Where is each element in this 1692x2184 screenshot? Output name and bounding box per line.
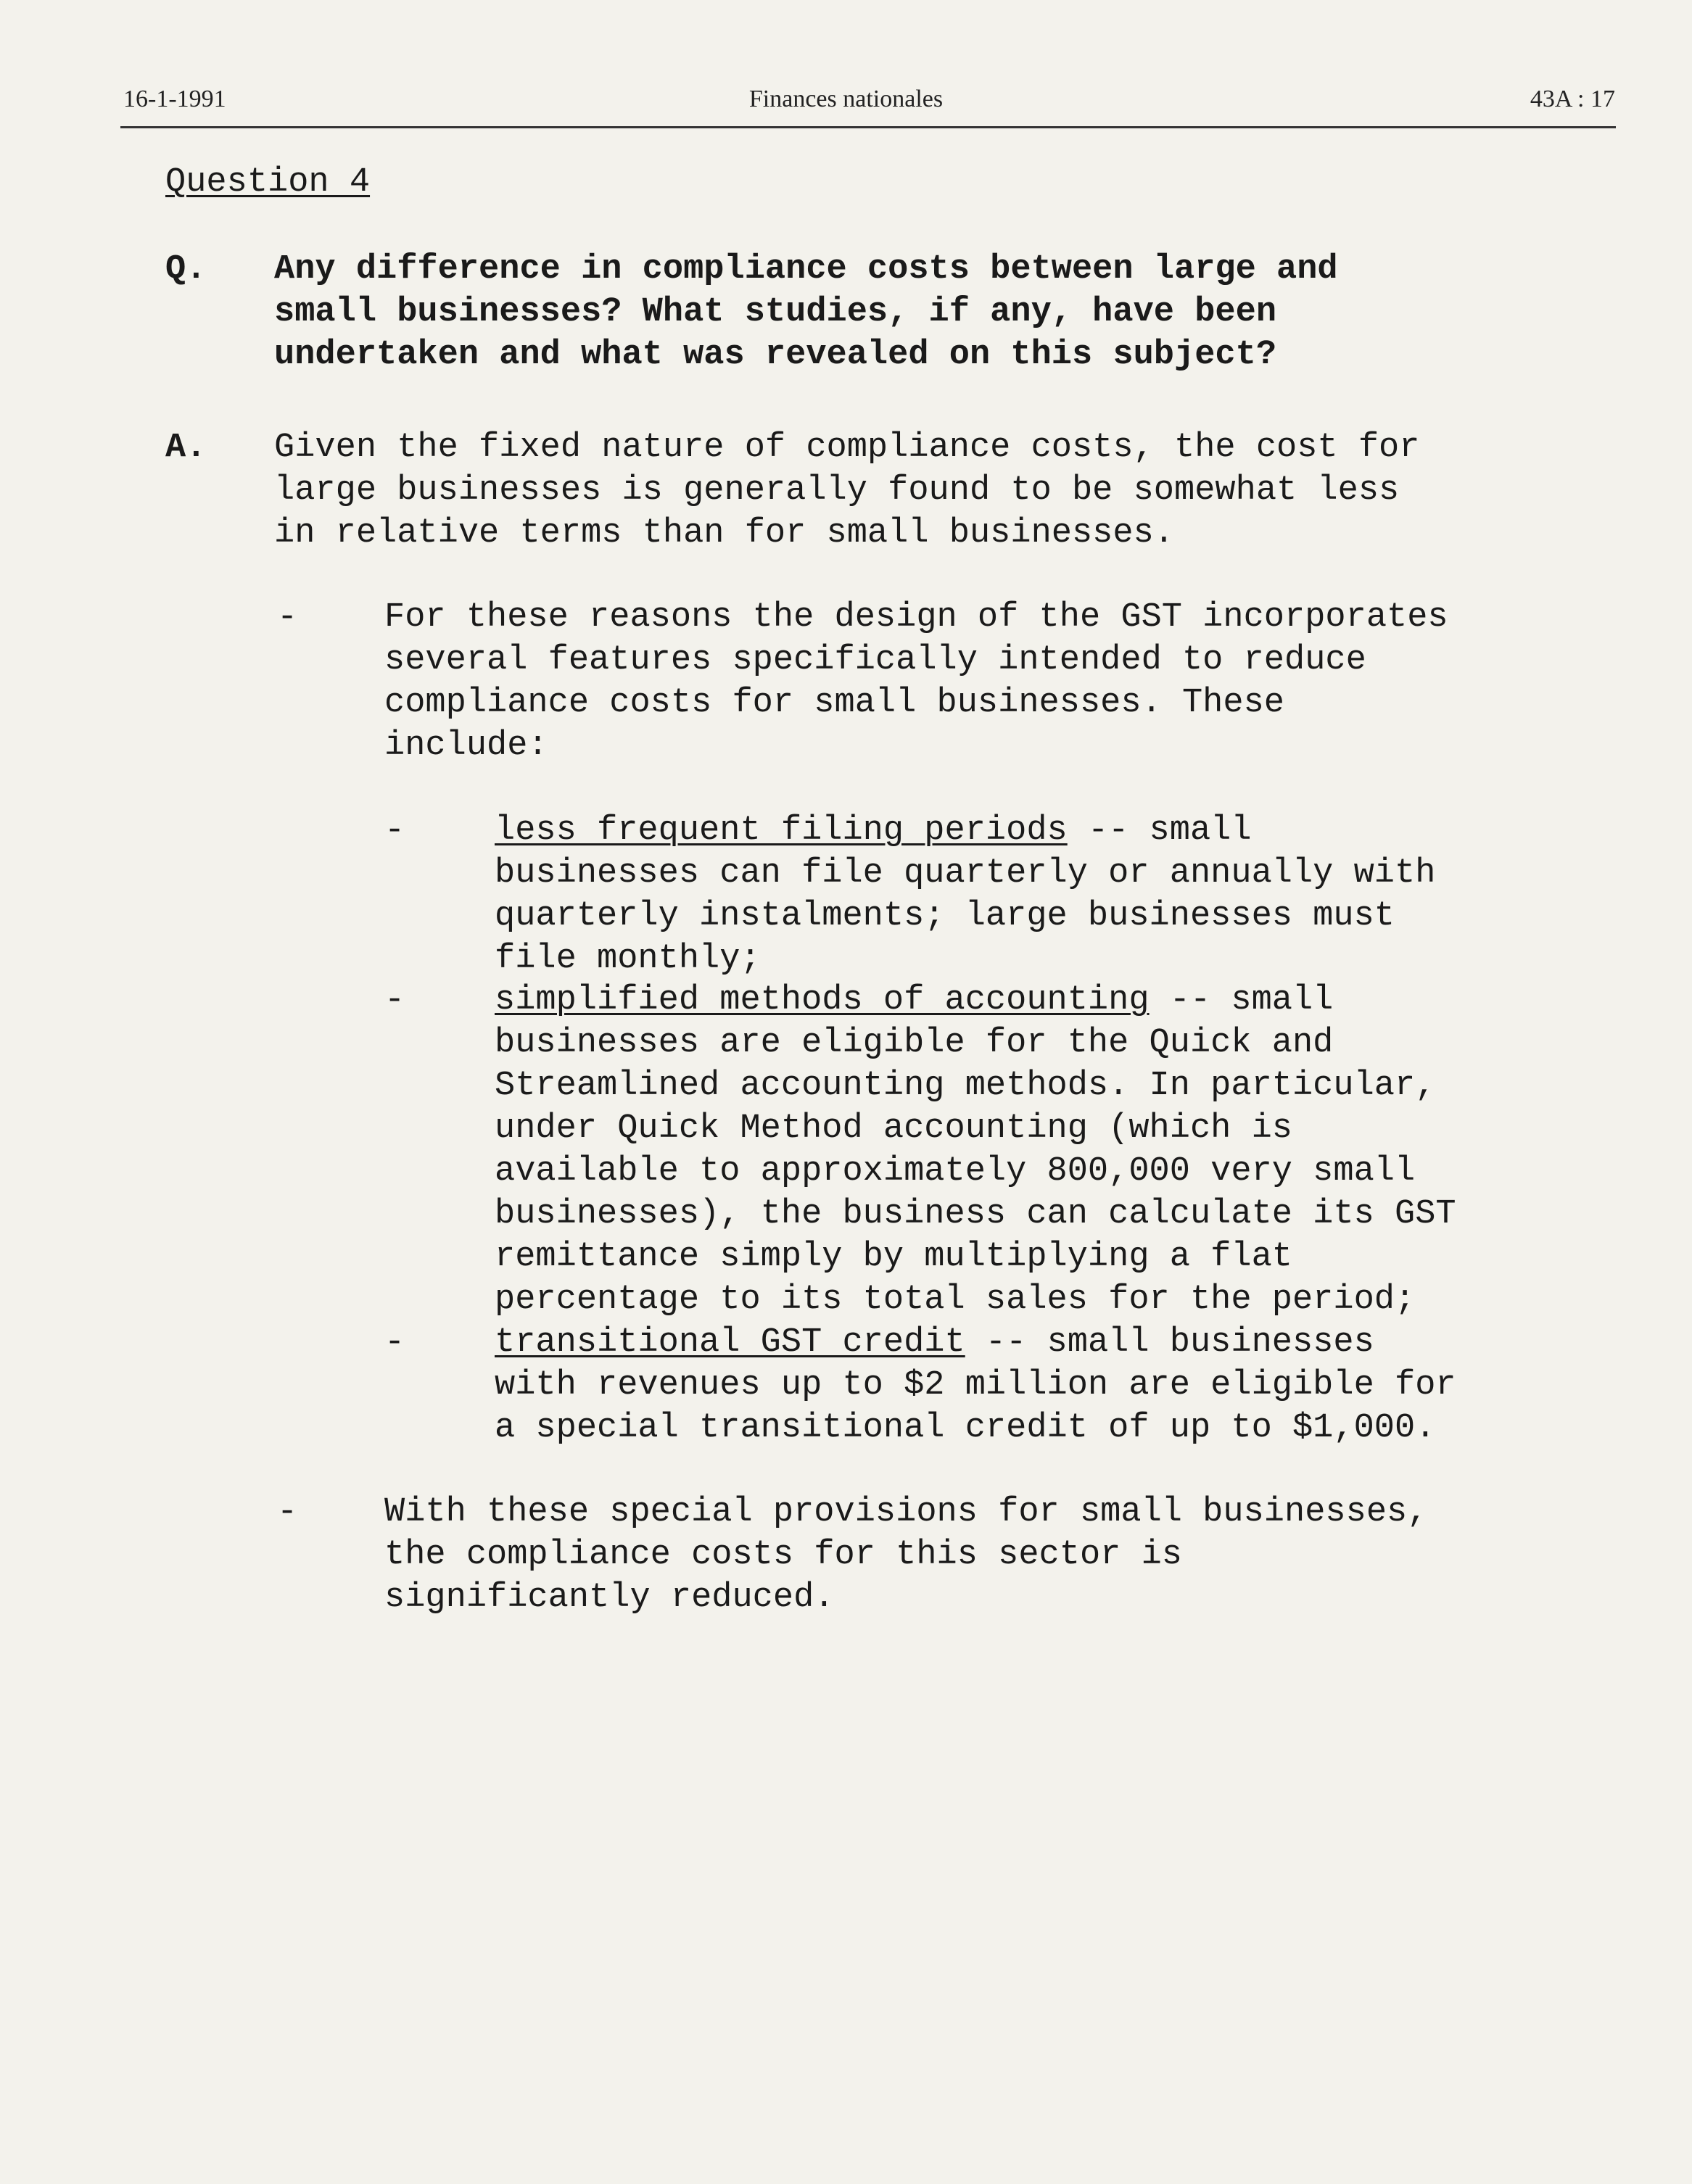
question-text [274,248,1338,376]
question-line: small businesses? What studies, if any, have been [274,293,1277,331]
bullet-dash: - [384,981,405,1019]
paragraph-line: For these reasons the design of the GST incorporates [384,598,1448,637]
answer-text [274,426,1419,555]
header-title: Finances nationales [748,86,944,112]
paragraph-line: the compliance costs for this sector is [384,1536,1182,1574]
item-title: less frequent filing periods [495,811,1068,850]
header-rule [120,126,1616,128]
item-line: Streamlined accounting methods. In particular, [495,1067,1436,1105]
item-line: businesses can file quarterly or annually with [495,854,1436,893]
item-line: quarterly instalments; large businesses must [495,897,1395,935]
item-line: businesses are eligible for the Quick and [495,1024,1334,1062]
item-line: with revenues up to $2 million are eligible for [495,1366,1456,1405]
bullet-dash: - [384,1323,405,1362]
item-text: -- small [1067,811,1252,850]
header-date: 16-1-1991 [123,86,226,112]
item-title: transitional GST credit [495,1323,965,1362]
item-line: available to approximately 800,000 very small [495,1152,1416,1191]
answer-line: Given the fixed nature of compliance costs, the cost for [274,429,1420,467]
bullet-dash: - [277,1493,298,1531]
item-line: file monthly; [495,940,761,978]
q-label: Q. [165,250,207,289]
paragraph-line: compliance costs for small businesses. These [384,684,1285,722]
question-line: undertaken and what was revealed on this subject? [274,336,1277,374]
question-line: Any difference in compliance costs between large and [274,250,1338,289]
list-item-filing-periods [495,809,1435,980]
paragraph-conclusion [384,1491,1427,1619]
header-page-ref: 43A : 17 [1530,86,1615,112]
item-line: under Quick Method accounting (which is [495,1109,1292,1148]
paragraph-line: With these special provisions for small businesses, [384,1493,1428,1531]
answer-line: in relative terms than for small businesses. [274,514,1175,553]
item-title: simplified methods of accounting [495,981,1150,1019]
answer-line: large businesses is generally found to be somewhat less [274,471,1400,510]
list-item-simplified-accounting [495,979,1456,1321]
item-line: a special transitional credit of up to $1,000. [495,1409,1436,1447]
paragraph-features [384,596,1448,767]
bullet-dash: - [277,598,298,637]
item-text: -- small businesses [965,1323,1374,1362]
paragraph-line: several features specifically intended to reduce [384,641,1366,679]
paragraph-line: significantly reduced. [384,1579,835,1617]
list-item-transitional-credit [495,1321,1456,1449]
a-label: A. [165,429,207,467]
paragraph-line: include: [384,727,548,765]
item-text: -- small [1149,981,1334,1019]
question-heading: Question 4 [165,163,371,202]
item-line: percentage to its total sales for the period; [495,1281,1416,1319]
item-line: businesses), the business can calculate its GST [495,1195,1456,1233]
item-line: remittance simply by multiplying a flat [495,1238,1292,1276]
bullet-dash: - [384,811,405,850]
